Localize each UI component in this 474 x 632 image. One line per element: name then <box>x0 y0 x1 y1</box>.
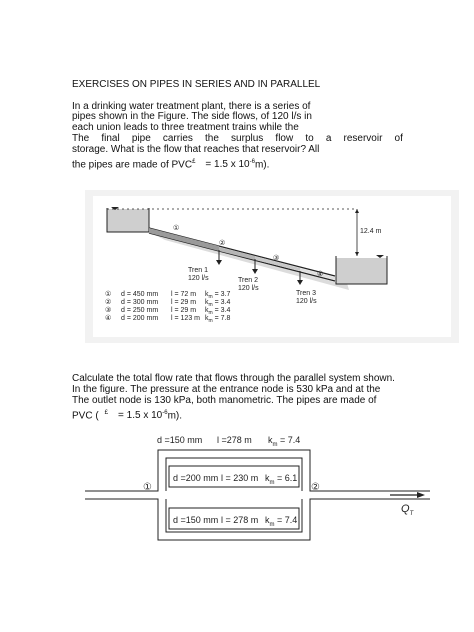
legend-diameter: d = 300 mm <box>121 299 159 306</box>
bottom-pipe-k: $k_m = 7.4$ <box>265 515 298 528</box>
upstream-water <box>108 209 149 232</box>
outlet-node-label: ② <box>311 482 320 493</box>
series-pipes-figure <box>85 190 459 343</box>
exercise-title: EXERCISES ON PIPES IN SERIES AND IN PARALLEL <box>72 79 321 90</box>
bottom-pipe-diameter: d =150 mm <box>173 515 219 525</box>
legend-diameter: d = 250 mm <box>121 307 159 314</box>
legend-k: $k_m = 3.4$ <box>205 299 231 308</box>
word: pipe <box>131 133 151 144</box>
train-1-name: Tren 1 <box>188 267 208 274</box>
legend-marker: ① <box>105 291 112 298</box>
top-pipe-length: l =278 m <box>217 435 252 445</box>
word: a <box>325 133 332 144</box>
train-2-name: Tren 2 <box>238 277 258 284</box>
parallel-pipes-figure <box>85 428 430 548</box>
problem1-line-6 <box>72 156 269 171</box>
node-label-3: ③ <box>273 255 280 262</box>
legend-k: $k_m = 3.4$ <box>205 307 231 316</box>
exponent: -6 <box>249 159 255 165</box>
node-label-1: ① <box>173 225 180 232</box>
problem2-line-1: Calculate the total flow rate that flows through the parallel system shown. <box>72 373 395 384</box>
roughness-value: = 1.5 x 10 <box>118 410 163 422</box>
problem2-line-4 <box>72 407 182 422</box>
epsilon-symbol: £ <box>192 159 196 165</box>
word: final <box>101 133 120 144</box>
word: carries <box>162 133 193 144</box>
line-text: m). <box>167 410 183 422</box>
line-text: the pipes are made of PVC <box>72 159 193 171</box>
legend-length: l = 123 m <box>171 315 200 322</box>
middle-pipe-length: l = 230 m <box>221 473 259 483</box>
train-3-name: Tren 3 <box>296 290 316 297</box>
legend-marker: ② <box>105 299 112 306</box>
legend-length: l = 72 m <box>171 291 197 298</box>
problem2-line-3: The outlet node is 130 kPa, both manometric. The pipes are made of <box>72 395 377 406</box>
legend-length: l = 29 m <box>171 299 197 306</box>
problem1-line-5: storage. What is the flow that reaches that reservoir? All <box>72 144 320 155</box>
middle-pipe-k: $k_m = 6.1$ <box>265 473 298 486</box>
top-pipe-k: $k_m = 7.4$ <box>268 435 301 448</box>
legend-diameter: d = 200 mm <box>121 315 159 322</box>
problem2-line-2: In the figure. The pressure at the entrance node is 530 kPa and at the <box>72 384 381 395</box>
word: reservoir <box>343 133 383 144</box>
node-label-4: ④ <box>317 271 324 278</box>
train-1-flow: 120 l/s <box>188 275 209 282</box>
total-flow-label: $Q_T$ <box>401 503 414 517</box>
node-label-2: ② <box>219 240 226 247</box>
word: flow <box>275 133 294 144</box>
epsilon-symbol: £ <box>104 410 109 416</box>
downstream-water <box>337 258 387 284</box>
legend-marker: ③ <box>105 307 112 314</box>
legend-k: $k_m = 3.7$ <box>205 291 231 300</box>
exponent: -6 <box>162 410 168 416</box>
word: The <box>72 133 90 144</box>
word: of <box>394 133 403 144</box>
word: to <box>305 133 314 144</box>
elevation-label: 12.4 m <box>360 228 382 235</box>
inlet-node-label: ① <box>143 482 152 493</box>
problem1-line-3: each union leads to three treatment trains while the <box>72 122 299 133</box>
problem1-line-2: pipes shown in the Figure. The side flows, of 120 l/s in <box>72 111 312 122</box>
word: surplus <box>231 133 264 144</box>
legend-marker: ④ <box>105 315 112 322</box>
legend-k: $k_m = 7.8$ <box>205 315 231 324</box>
middle-pipe-diameter: d =200 mm <box>173 473 219 483</box>
bottom-pipe-length: l = 278 m <box>221 515 259 525</box>
word: the <box>205 133 219 144</box>
train-3-flow: 120 l/s <box>296 298 317 305</box>
top-pipe-diameter: d =150 mm <box>157 435 203 445</box>
line-text: PVC ( <box>72 410 99 422</box>
problem1-line-1: In a drinking water treatment plant, there is a series of <box>72 101 311 112</box>
train-2-flow: 120 l/s <box>238 285 259 292</box>
arrow-right-icon <box>417 492 425 498</box>
legend-diameter: d = 450 mm <box>121 291 159 298</box>
legend-length: l = 29 m <box>171 307 197 314</box>
line-text: m). <box>254 159 270 171</box>
roughness-value: = 1.5 x 10 <box>205 159 250 171</box>
